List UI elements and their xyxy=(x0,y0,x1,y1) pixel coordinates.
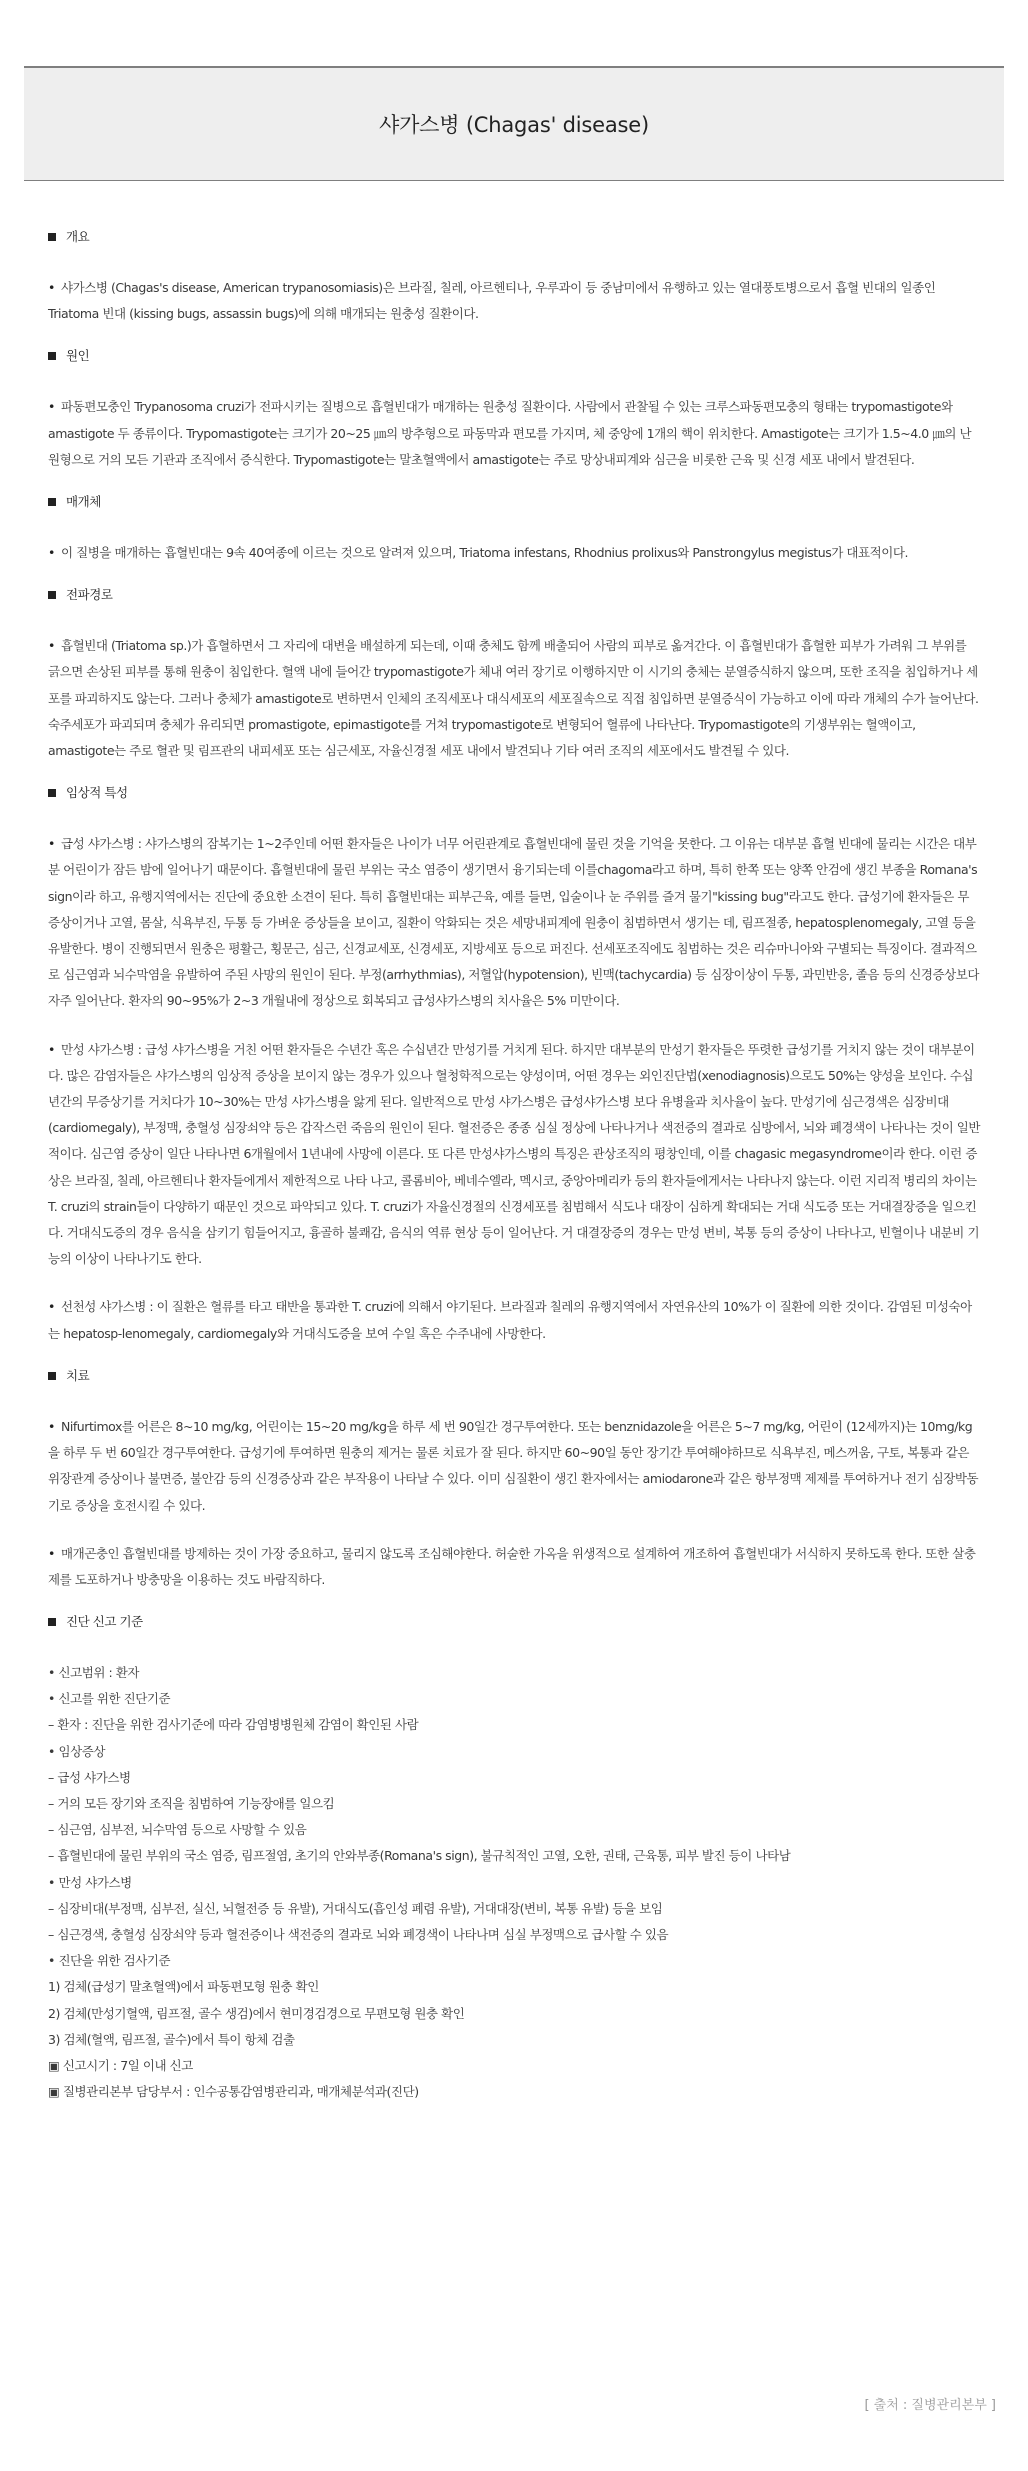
list-item: 1) 검체(급성기 말초혈액)에서 파동편모형 원충 확인 xyxy=(48,1979,319,1995)
square-bullet-icon xyxy=(48,498,56,506)
square-bullet-icon xyxy=(48,591,56,599)
list-item: • 임상증상 xyxy=(48,1743,105,1759)
list-item: ▣ 신고시기 : 7일 이내 신고 xyxy=(48,2057,193,2073)
page-title: 샤가스병 (Chagas' disease) xyxy=(379,113,649,137)
list-item: • 진단을 위한 검사기준 xyxy=(48,1953,171,1969)
list-item: – 급성 샤가스병 xyxy=(48,1769,131,1785)
overview-paragraph: • 샤가스병 (Chagas's disease, American trypanosomiasis)은 브라질, 칠레, 아르헨티나, 우루과이 등 중남미에서 유행하고 있는 열대풍토병으로서 흡혈 빈대의 일종인 Triatoma 빈대 (kissing bugs, assassin bugs)에 의해 매개되는 원충성 질환이다. xyxy=(48,280,936,322)
section-heading-diagnosis: 진단 신고 기준 xyxy=(48,1609,980,1635)
diagnosis-criteria-list xyxy=(48,1660,980,2105)
square-bullet-icon xyxy=(48,1372,56,1380)
bullet-icon: • xyxy=(48,1418,55,1434)
article-body xyxy=(24,181,1004,2105)
list-item: – 심장비대(부정맥, 심부전, 실신, 뇌혈전증 등 유발), 거대식도(흡인성 폐렴 유발), 거대대장(변비, 복통 유발) 등을 보임 xyxy=(48,1900,663,1916)
list-item: 3) 검체(혈액, 림프절, 골수)에서 특이 항체 검출 xyxy=(48,2031,295,2047)
section-heading-overview: 개요 xyxy=(48,224,980,250)
bullet-icon: • xyxy=(48,1041,55,1057)
section-heading-vector: 매개체 xyxy=(48,489,980,515)
list-item: • 만성 샤가스병 xyxy=(48,1874,132,1890)
bullet-icon: • xyxy=(48,1299,55,1315)
cause-paragraph: • 파동편모충인 Trypanosoma cruzi가 전파시키는 질병으로 흡혈빈대가 매개하는 원충성 질환이다. 사람에서 관찰될 수 있는 크루스파동편모충의 형태는 trypomastigote와 amastigote 두 종류이다. Trypomastigote는 크기가 20~25 ㎛의 방추형으로 파동막과 편모를 가지며, 체 중앙에 1개의 핵이 위치한다. Amastigote는 크기가 1.5~4.0 ㎛의 난원형으로 거의 모든 기관과 조직에서 증식한다. Trypomastigote는 말초혈액에서 amastigote는 주로 망상내피계와 심근을 비롯한 근육 및 신경 세포 내에서 발견된다. xyxy=(48,399,972,467)
list-item: – 환자 : 진단을 위한 검사기준에 따라 감염병병원체 감염이 확인된 사람 xyxy=(48,1717,419,1733)
treatment-drug-paragraph: • Nifurtimox를 어른은 8~10 mg/kg, 어린이는 15~20 mg/kg을 하루 세 번 90일간 경구투여한다. 또는 benznidazole을 어른은 5~7 mg/kg, 어린이 (12세까지)는 10mg/kg을 하루 두 번 60일간 경구투여한다. 급성기에 투여하면 원충의 제거는 물론 치료가 잘 된다. 하지만 60~90일 동안 장기간 투여해야하므로 식욕부진, 메스꺼움, 구토, 복통과 같은 위장관계 증상이나 불면증, 불안감 등의 신경증상과 같은 부작용이 나타날 수 있다. 이미 심질환이 생긴 환자에서는 amiodarone과 같은 항부정맥 제제를 투여하거나 전기 심장박동기로 증상을 호전시킬 수 있다. xyxy=(48,1418,979,1513)
bullet-icon: • xyxy=(48,1545,55,1561)
bullet-icon: • xyxy=(48,638,55,654)
list-item: – 심근경색, 충혈성 심장쇠약 등과 혈전증이나 색전증의 결과로 뇌와 폐경색이 나타나며 심실 부정맥으로 급사할 수 있음 xyxy=(48,1926,669,1942)
clinical-congenital-paragraph: • 선천성 샤가스병 : 이 질환은 혈류를 타고 태반을 통과한 T. cruzi에 의해서 야기된다. 브라질과 칠레의 유행지역에서 자연유산의 10%가 이 질환에 의한 것이다. 감염된 미성숙아는 hepatosp-lenomegaly, cardiomegaly와 거대식도증을 보여 수일 혹은 수주내에 사망한다. xyxy=(48,1299,972,1341)
square-bullet-icon xyxy=(48,789,56,797)
bullet-icon: • xyxy=(48,399,55,415)
list-item: ▣ 질병관리본부 담당부서 : 인수공통감염병관리과, 매개체분석과(진단) xyxy=(48,2084,419,2100)
bullet-icon: • xyxy=(48,836,55,852)
transmission-paragraph: • 흡혈빈대 (Triatoma sp.)가 흡혈하면서 그 자리에 대변을 배설하게 되는데, 이때 충체도 함께 배출되어 사람의 피부로 옮겨간다. 이 흡혈빈대가 흡혈한 피부가 가려워 그 부위를 긁으면 손상된 피부를 통해 원충이 침입한다. 혈액 내에 들어간 trypomastigote가 체내 여러 장기로 이행하지만 이 시기의 충체는 분열증식하지 않으며, 또한 조직을 침입하거나 세포를 파괴하지도 않는다. 그러나 충체가 amastigote로 변하면서 인체의 조직세포나 대식세포의 세포질속으로 직접 침입하면 분열증식이 가능하고 이에 따라 개체의 수가 늘어난다. 숙주세포가 파괴되며 충체가 유리되면 promastigote, epimastigote를 거쳐 trypomastigote로 변형되어 혈류에 나타난다. Trypomastigote의 기생부위는 혈액이고, amastigote는 주로 혈관 및 림프관의 내피세포 또는 심근세포, 자율신경절 세포 내에서 발견되나 기타 여러 조직의 세포에서도 발견될 수 있다. xyxy=(48,638,979,759)
list-item: 2) 검체(만성기혈액, 림프절, 골수 생검)에서 현미경검경으로 무편모형 원충 확인 xyxy=(48,2005,465,2021)
top-gap xyxy=(0,0,1028,66)
list-item: • 신고범위 : 환자 xyxy=(48,1665,140,1681)
section-heading-transmission: 전파경로 xyxy=(48,582,980,608)
title-bar xyxy=(24,66,1004,181)
list-item: – 흡혈빈대에 물린 부위의 국소 염증, 림프절염, 초기의 안와부종(Romana's sign), 불규칙적인 고열, 오한, 권태, 근육통, 피부 발진 등이 나타남 xyxy=(48,1848,791,1864)
bullet-icon: • xyxy=(48,545,55,561)
list-item: • 신고를 위한 진단기준 xyxy=(48,1691,171,1707)
section-heading-treatment: 치료 xyxy=(48,1363,980,1389)
square-bullet-icon xyxy=(48,352,56,360)
clinical-chronic-paragraph: • 만성 샤가스병 : 급성 샤가스병을 거친 어떤 환자들은 수년간 혹은 수십년간 만성기를 거치게 된다. 하지만 대부분의 만성기 환자들은 뚜렷한 급성기를 거치지 않는 것이 대부분이다. 많은 감염자들은 샤가스병의 임상적 증상을 보이지 않는 경우가 있으나 혈청학적으로는 양성이며, 어떤 경우는 외인진단법(xenodiagnosis)으로도 50%는 양성을 보인다. 수십년간의 무증상기를 거치다가 10~30%는 만성 샤가스병을 앓게 된다. 일반적으로 만성 샤가스병은 급성샤가스병 보다 유병율과 치사율이 높다. 만성기에 심근경색은 심장비대 (cardiomegaly), 부정맥, 충혈성 심장쇠약 등은 갑작스런 죽음의 원인이 된다. 혈전증은 종종 심실 정상에 나타나거나 색전증의 결과로 심방에서, 뇌와 폐경색이 나타나는 것이 일반적이다. 심근염 증상이 일단 나타나면 6개월에서 1년내에 사망에 이른다. 또 다른 만성샤가스병의 특징은 관상조직의 평창인데, 이를 chagasic megasyndrome이라 한다. 이런 증상은 브라질, 칠레, 아르헨티나 환자들에게서 제한적으로 나타 나고, 콜롬비아, 베네수엘라, 멕시코, 중앙아메리카 등의 환자들에게서는 나타나지 않는다. 이런 지리적 병리의 차이는 T. cruzi의 strain들이 다양하기 때문인 것으로 파악되고 있다. T. cruzi가 자율신경절의 신경세포를 침범해서 식도나 대장이 심하게 확대되는 거대 식도증 또는 거대결장증을 일으킨다. 거대식도증의 경우 음식을 삼키기 힘들어지고, 흉골하 불쾌감, 음식의 역류 현상 등이 일어난다. 거 대결장증의 경우는 만성 변비, 복통 등의 증상이 나타나고, 빈혈이나 내분비 기능의 이상이 나타나기도 한다. xyxy=(48,1041,981,1267)
section-heading-clinical: 임상적 특성 xyxy=(48,780,980,806)
bullet-icon: • xyxy=(48,280,55,295)
vector-paragraph: • 이 질병을 매개하는 흡혈빈대는 9속 40여종에 이르는 것으로 알려져 있으며, Triatoma infestans, Rhodnius prolixus와 Panstrongylus megistus가 대표적이다. xyxy=(48,545,909,561)
list-item: – 심근염, 심부전, 뇌수막염 등으로 사망할 수 있음 xyxy=(48,1822,307,1838)
source-credit: [ 출처 : 질병관리본부 ] xyxy=(864,2398,996,2413)
treatment-prevention-paragraph: • 매개곤충인 흡혈빈대를 방제하는 것이 가장 중요하고, 물리지 않도록 조심해야한다. 허술한 가옥을 위생적으로 설계하여 개조하여 흡혈빈대가 서식하지 못하도록 한다. 또한 살충제를 도포하거나 방충망을 이용하는 것도 바람직하다. xyxy=(48,1545,976,1587)
square-bullet-icon xyxy=(48,233,56,241)
list-item: – 거의 모든 장기와 조직을 침범하여 기능장애를 일으킴 xyxy=(48,1796,335,1812)
clinical-acute-paragraph: • 급성 샤가스병 : 샤가스병의 잠복기는 1~2주인데 어떤 환자들은 나이가 너무 어린관계로 흡혈빈대에 물린 것을 기억을 못한다. 그 이유는 대부분 흡혈 빈대에 물리는 시간은 대부분 어린이가 잠든 밤에 일어나기 때문이다. 흡혈빈대에 물린 부위는 국소 염증이 생기면서 융기되는데 이를chagoma라고 하며, 특히 한쪽 또는 양쪽 안검에 생긴 부종을 Romana's sign이라 하고, 유행지역에서는 진단에 중요한 소견이 된다. 특히 흡혈빈대는 피부근육, 예를 들면, 입술이나 눈 주위를 즐겨 물기"kissing bug"라고도 한다. 급성기에 환자들은 무증상이거나 고열, 몸살, 식욕부진, 두통 등 가벼운 증상들을 보이고, 질환이 악화되는 것은 세망내피계에 원충이 침범하면서 생기는 데, 림프절종, hepatosplenomegaly, 고열 등을 유발한다. 병이 진행되면서 원충은 평활근, 횡문근, 심근, 신경교세포, 신경세포, 지방세포 등으로 퍼진다. 선세포조직에도 침범하는 것은 리슈마니아와 구별되는 특징이다. 결과적으로 심근염과 뇌수막염을 유발하여 주된 사망의 원인이 된다. 부정(arrhythmias), 저혈압(hypotension), 빈맥(tachycardia) 등 심장이상이 두통, 과민반응, 졸음 등의 신경증상보다 자주 일어난다. 환자의 90~95%가 2~3 개월내에 정상으로 회복되고 급성샤가스병의 치사율은 5% 미만이다. xyxy=(48,836,980,1009)
square-bullet-icon xyxy=(48,1618,56,1626)
section-heading-cause: 원인 xyxy=(48,343,980,369)
